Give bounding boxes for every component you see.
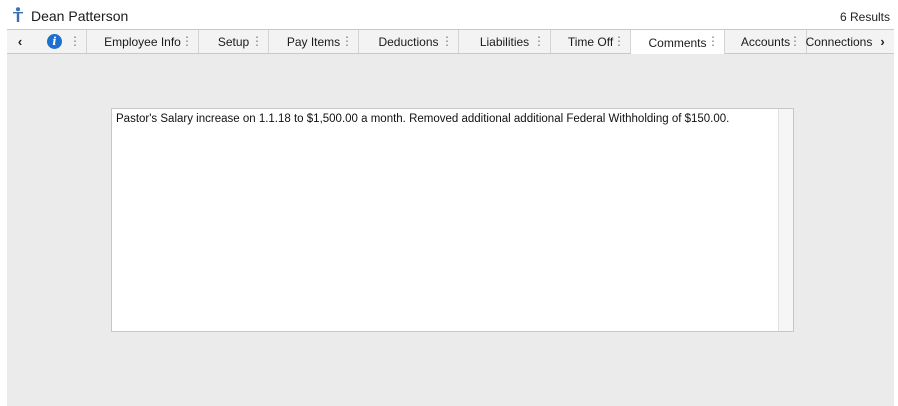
tab-label: Connections: [805, 34, 873, 49]
tab-employee-info[interactable]: [87, 30, 199, 53]
tab-menu-icon[interactable]: ⋮: [441, 34, 453, 48]
tab-time-off[interactable]: [551, 30, 631, 53]
info-icon: i: [47, 34, 62, 49]
tab-label: Employee Info: [104, 34, 181, 49]
tab-accounts[interactable]: [725, 30, 807, 53]
tab-connections[interactable]: [807, 30, 871, 53]
tab-menu-icon[interactable]: ⋮: [789, 34, 801, 48]
tab-menu-icon[interactable]: ⋮: [613, 34, 625, 48]
comment-textarea[interactable]: [111, 108, 794, 332]
comment-scrollbar[interactable]: [778, 109, 793, 331]
tab-scroll-right-button[interactable]: [871, 30, 894, 53]
results-count: 6 Results: [839, 10, 890, 24]
tab-menu-icon[interactable]: ⋮: [251, 34, 263, 48]
tab-menu-icon[interactable]: ⋮: [707, 34, 719, 48]
tab-menu-icon[interactable]: ⋮: [69, 34, 81, 48]
person-icon: [12, 7, 24, 23]
tab-liabilities[interactable]: [459, 30, 551, 53]
tab-label: Comments: [648, 35, 707, 50]
chevron-right-icon: ›: [880, 34, 885, 49]
tab-deductions[interactable]: [359, 30, 459, 53]
tab-bar: [7, 29, 894, 54]
comment-text[interactable]: Pastor's Salary increase on 1.1.18 to $1,500.00 a month. Removed additional additional Federal Withholding of $150.00.: [116, 113, 730, 125]
tab-scroll-left-button[interactable]: [7, 30, 33, 53]
tab-menu-icon[interactable]: ⋮: [181, 34, 193, 48]
tab-label: Setup: [217, 34, 250, 49]
tab-setup[interactable]: [199, 30, 269, 53]
tab-info[interactable]: [33, 30, 87, 53]
tab-pay-items[interactable]: [269, 30, 359, 53]
tab-menu-icon[interactable]: ⋮: [341, 34, 353, 48]
tab-menu-icon[interactable]: ⋮: [533, 34, 545, 48]
tab-label: Accounts: [740, 34, 791, 49]
tab-label: Liabilities: [479, 34, 530, 49]
comments-panel: [7, 54, 894, 406]
tab-label: Time Off: [567, 34, 614, 49]
chevron-left-icon: ‹: [17, 34, 23, 49]
tab-comments[interactable]: [631, 30, 725, 55]
tab-label: Pay Items: [286, 34, 341, 49]
tab-label: Deductions: [378, 34, 439, 49]
header-bar: [0, 0, 898, 29]
employee-name: Dean Patterson: [31, 8, 129, 24]
